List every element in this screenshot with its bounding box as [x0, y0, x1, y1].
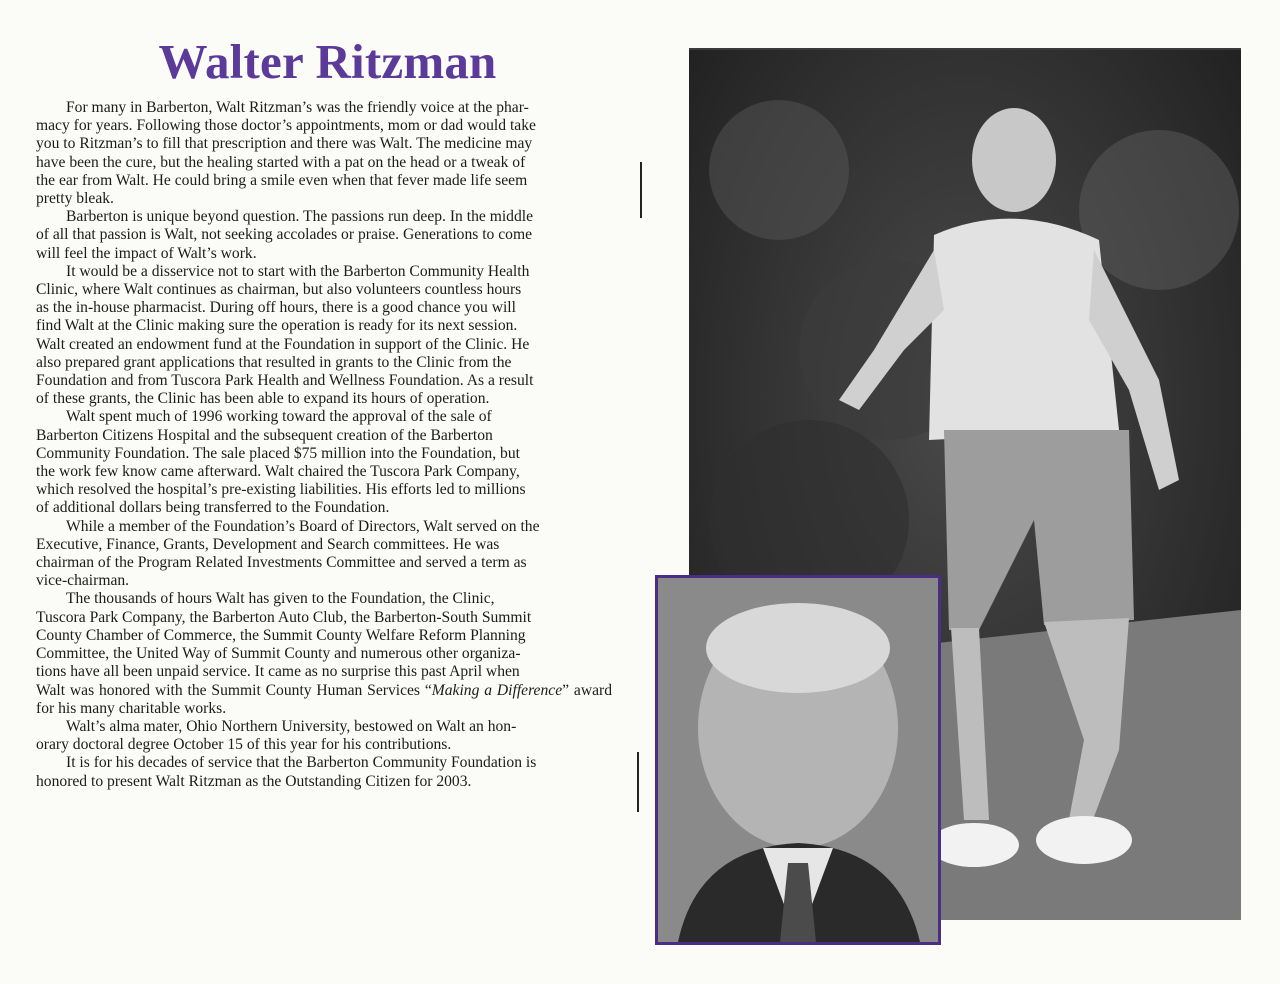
text-line: While a member of the Foundation’s Board of Directors, Walt served on the [66, 517, 540, 535]
text-line: Walt was honored with the Summit County Human Services “ [36, 681, 432, 699]
text-line: Community Foundation. The sale placed $75 million into the Foundation, but [36, 444, 520, 462]
text-line: Executive, Finance, Grants, Development and Search committees. He was [36, 535, 500, 553]
paragraph [36, 99, 612, 208]
text-line: of additional dollars being transferred to the Foundation. [36, 499, 390, 517]
text-line: For many in Barberton, Walt Ritzman’s was the friendly voice at the phar- [66, 99, 529, 116]
text-line: Walt’s alma mater, Ohio Northern University, bestowed on Walt an hon- [66, 717, 517, 735]
text-line: The thousands of hours Walt has given to the Foundation, the Clinic, [66, 590, 495, 608]
text-line: you to Ritzman’s to fill that prescription and there was Walt. The medicine may [36, 135, 533, 153]
paragraph [36, 718, 612, 754]
text-line: of these grants, the Clinic has been able to expand its hours of operation. [36, 390, 490, 408]
text-line: the ear from Walt. He could bring a smile even when that fever made life seem [36, 171, 528, 189]
text-line: orary doctoral degree October 15 of this year for his contributions. [36, 736, 452, 754]
text-line: vice-chairman. [36, 572, 130, 590]
article-body [36, 99, 612, 791]
text-line: Barberton Citizens Hospital and the subsequent creation of the Barberton [36, 426, 493, 444]
paragraph [36, 208, 612, 263]
text-line: Barberton is unique beyond question. The passions run deep. In the middle [66, 208, 534, 226]
text-line: will feel the impact of Walt’s work. [36, 244, 257, 262]
paragraph [36, 590, 612, 717]
portrait-photo-image [658, 578, 938, 942]
text-line: Tuscora Park Company, the Barberton Auto Club, the Barberton-South Summit [36, 608, 532, 626]
text-line: find Walt at the Clinic making sure the operation is ready for its next session. [36, 317, 518, 335]
text-line: County Chamber of Commerce, the Summit County Welfare Reform Planning [36, 626, 526, 644]
text-line: Committee, the United Way of Summit County and numerous other organiza- [36, 645, 521, 663]
portrait-photo [655, 575, 941, 945]
text-line: which resolved the hospital’s pre-existing liabilities. His efforts led to millions [36, 481, 526, 499]
text-line: ” award for his many charitable works. [36, 681, 612, 717]
text-line: Clinic, where Walt continues as chairman, but also volunteers countless hours [36, 281, 522, 299]
margin-mark [637, 752, 639, 812]
margin-mark [640, 162, 642, 218]
paragraph [36, 754, 612, 790]
text-line: Walt spent much of 1996 working toward the approval of the sale of [66, 408, 492, 426]
paragraph [36, 518, 612, 591]
text-line: as the in-house pharmacist. During off hours, there is a good chance you will [36, 299, 516, 317]
text-line: It is for his decades of service that the Barberton Community Foundation is [66, 754, 537, 772]
text-line: tions have all been unpaid service. It came as no surprise this past April when [36, 663, 520, 681]
award-name: Making a Difference [431, 681, 563, 699]
text-line: chairman of the Program Related Investments Committee and served a term as [36, 554, 527, 572]
paragraph [36, 263, 612, 409]
text-line: of all that passion is Walt, not seeking accolades or praise. Generations to come [36, 226, 533, 244]
text-line: It would be a disservice not to start with the Barberton Community Health [66, 262, 530, 280]
text-line: Walt created an endowment fund at the Foundation in support of the Clinic. He [36, 335, 530, 353]
text-line: honored to present Walt Ritzman as the Outstanding Citizen for 2003. [36, 772, 472, 790]
text-line: also prepared grant applications that resulted in grants to the Clinic from the [36, 353, 512, 371]
text-line: Foundation and from Tuscora Park Health and Wellness Foundation. As a result [36, 372, 534, 390]
article-title: Walter Ritzman [158, 34, 497, 89]
text-line: have been the cure, but the healing started with a pat on the head or a tweak of [36, 153, 526, 171]
paragraph [36, 408, 612, 517]
text-line: the work few know came afterward. Walt chaired the Tuscora Park Company, [36, 463, 520, 481]
text-line: macy for years. Following those doctor’s appointments, mom or dad would take [36, 117, 536, 135]
text-line: pretty bleak. [36, 190, 114, 208]
